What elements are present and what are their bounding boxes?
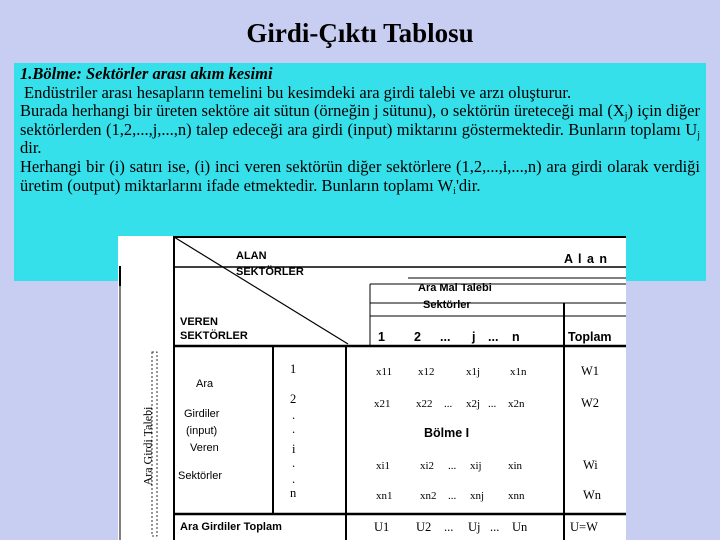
table-lines xyxy=(118,236,626,540)
col-1: 1 xyxy=(378,330,385,344)
input-row-label: (input) xyxy=(186,425,218,437)
paragraph-3 xyxy=(20,158,700,195)
row-n: n xyxy=(290,486,297,500)
dots-r2: ... xyxy=(444,398,453,410)
veren-row-label: Veren xyxy=(190,442,219,454)
p2-sub: j xyxy=(624,111,628,123)
sektorler-header: Sektörler xyxy=(423,299,471,311)
footer-u-eq-w: U=W xyxy=(570,520,598,534)
cell-x1j: x1j xyxy=(466,366,481,378)
footer-dots-1: ... xyxy=(444,520,454,534)
cell-xi2: xi2 xyxy=(420,460,435,472)
footer-dots-2: ... xyxy=(490,520,500,534)
cell-x12: x12 xyxy=(418,366,435,378)
dots-r2b: ... xyxy=(488,398,497,410)
col-dots-1: ... xyxy=(440,330,451,344)
row-dot-c: . xyxy=(292,456,296,470)
p3-part-a: Herhangi bir (i) satırı ise, (i) inci veren sektörün diğer sektörlere (1,2,...,i,...,n) ara girdi olarak verdiği üretim (output) miktarlarını ifade etmektedir. Bunların toplamı W xyxy=(20,156,700,195)
footer-label: Ara Girdiler Toplam xyxy=(180,521,282,533)
row-dot-a: . xyxy=(292,408,296,422)
sektorler-top-label: SEKTÖRLER xyxy=(236,266,304,278)
cell-w1: W1 xyxy=(581,364,600,378)
paragraph-1: Endüstriler arası hesapların temelini bu kesimdeki ara girdi talebi ve arzı oluşturur. xyxy=(24,82,572,102)
p2-part-c: dir. xyxy=(20,138,42,158)
cell-x2n: x2n xyxy=(508,398,525,410)
sektorler-row-label: Sektörler xyxy=(178,470,223,482)
ara-mal-talebi-label: Ara Mal Talebi xyxy=(418,282,492,294)
bolme-label: Bölme I xyxy=(424,426,470,440)
girdiler-row-label: Girdiler xyxy=(184,408,220,420)
cell-x21: x21 xyxy=(374,398,391,410)
io-table-figure xyxy=(118,236,626,540)
cell-xi1: xi1 xyxy=(376,460,391,472)
col-dots-2: ... xyxy=(488,330,499,344)
ara-row-label: Ara xyxy=(196,378,214,390)
toplam-header: Toplam xyxy=(568,330,612,344)
cell-w2: W2 xyxy=(581,396,600,410)
cell-xn2: xn2 xyxy=(420,490,437,502)
footer-un: Un xyxy=(512,520,528,534)
footer-u1: U1 xyxy=(374,520,390,534)
row-2: 2 xyxy=(290,392,297,406)
alan-spaced-label: A l a n xyxy=(564,252,609,266)
cell-xnn: xnn xyxy=(508,490,525,502)
vertical-label: Ara Girdi Talebi xyxy=(140,406,155,486)
row-i: i xyxy=(292,442,296,456)
cell-wn: Wn xyxy=(583,488,602,502)
col-j: j xyxy=(472,330,476,344)
cell-xin: xin xyxy=(508,460,523,472)
page-title: Girdi-Çıktı Tablosu xyxy=(246,18,474,48)
cell-x11: x11 xyxy=(376,366,393,378)
col-2: 2 xyxy=(414,330,421,344)
veren-label: VEREN xyxy=(180,316,218,328)
cell-xn1: xn1 xyxy=(376,490,393,502)
footer-uj: Uj xyxy=(468,520,481,534)
cell-xij: xij xyxy=(470,460,482,472)
row-dot-b: . xyxy=(292,422,296,436)
p3-sub: i xyxy=(453,185,456,197)
cell-wi: Wi xyxy=(583,458,598,472)
cell-x22: x22 xyxy=(416,398,433,410)
dots-ri: ... xyxy=(448,460,457,472)
cell-x1n: x1n xyxy=(510,366,527,378)
section-heading: 1.Bölme: Sektörler arası akım kesimi xyxy=(20,64,273,83)
row-dot-d: . xyxy=(292,472,296,486)
row-1: 1 xyxy=(290,362,297,376)
p2-part-b: ) için diğer sektörlerden (1,2,...,j,...,n) talep edeceği ara girdi (input) miktarını göstermektedir. Bunların toplamı U xyxy=(20,101,700,139)
dots-rn: ... xyxy=(448,490,457,502)
p3-part-b: 'dir. xyxy=(455,175,481,195)
p2-part-a: Burada herhangi bir üreten sektöre ait sütun (örneğin j sütunu), o sektörün üreteceği mal (X xyxy=(20,101,625,121)
alan-label: ALAN xyxy=(236,250,267,262)
paragraph-2 xyxy=(20,102,700,158)
sektorler-left-label: SEKTÖRLER xyxy=(180,330,248,342)
cell-xnj: xnj xyxy=(470,490,485,502)
footer-u2: U2 xyxy=(416,520,432,534)
cell-x2j: x2j xyxy=(466,398,481,410)
p2-sub2: j xyxy=(697,129,700,141)
col-n: n xyxy=(512,330,520,344)
